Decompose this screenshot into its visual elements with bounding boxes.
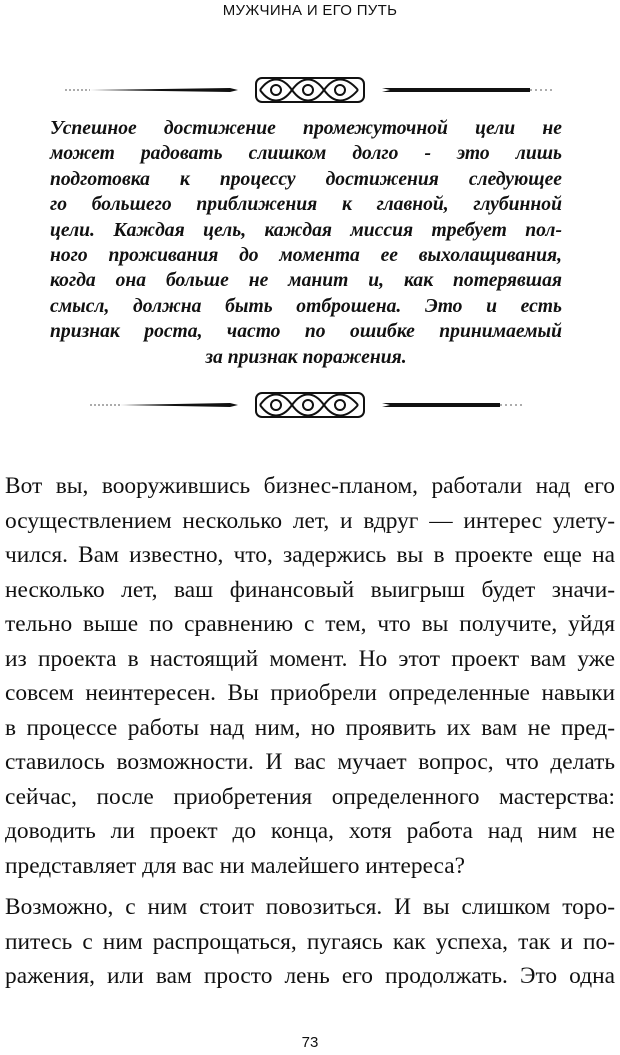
epigraph-line: цели. Каждая цель, каждая миссия требует пол- xyxy=(50,219,562,241)
epigraph-line: может радовать слишком долго - это лишь xyxy=(50,143,562,165)
paragraph-2 xyxy=(5,890,615,994)
epigraph-line: за признак поражения. xyxy=(205,346,407,368)
epigraph-line: Успешное достижение промежуточной цели не xyxy=(50,118,562,139)
text-line: питесь с ним распрощаться, пугаясь как успеха, так и по- xyxy=(5,928,615,955)
text-line: чился. Вам известно, что, задержись вы в проекте еще на xyxy=(5,542,615,568)
text-line: совсем неинтересен. Вы приобрели определенные навыки xyxy=(5,680,615,706)
text-line: осуществлением несколько лет, и вдруг — интерес улету- xyxy=(5,507,615,534)
text-line: из проекта в настоящий момент. Но этот проект вам уже xyxy=(5,645,615,672)
page-number: 73 xyxy=(301,1034,319,1051)
text-line: доводить ли проект до конца, хотя работа над ним не xyxy=(5,818,615,844)
celtic-knot-divider-icon xyxy=(60,72,560,108)
ornament-divider-bottom xyxy=(60,387,560,423)
text-line: сейчас, после приобретения определенного мастерства: xyxy=(5,783,615,810)
epigraph-line: го большего приближения к главной, глубинной xyxy=(50,194,562,216)
ornament-divider-top xyxy=(60,72,560,108)
epigraph xyxy=(50,116,562,370)
paragraph-1 xyxy=(5,469,615,883)
epigraph-line: признак роста, часто по ошибке принимаемый xyxy=(50,321,562,343)
text-line: ставилось возможности. И вас мучает вопрос, что делать xyxy=(5,749,615,775)
epigraph-line: подготовка к процессу достижения следующее xyxy=(50,168,562,190)
text-line: несколько лет, ваш финансовый выигрыш будет значи- xyxy=(5,576,615,603)
celtic-knot-divider-icon xyxy=(60,387,560,423)
running-head: МУЖЧИНА И ЕГО ПУТЬ xyxy=(222,2,398,19)
text-line: тельно выше по сравнению с тем, что вы получите, уйдя xyxy=(5,611,615,637)
epigraph-line: смысл, должна быть отброшена. Это и есть xyxy=(50,295,562,317)
epigraph-line: когда она больше не манит и, как потерявшая xyxy=(50,270,562,292)
epigraph-line: ного проживания до момента ее выхолащивания, xyxy=(50,245,562,267)
text-line: в процессе работы над ним, но проявить их вам не пред- xyxy=(5,714,615,741)
text-line: Возможно, с ним стоит повозиться. И вы слишком торо- xyxy=(5,894,615,920)
text-line: ражения, или вам просто лень его продолжать. Это одна xyxy=(5,963,615,989)
text-line: Вот вы, вооружившись бизнес-планом, работали над его xyxy=(5,473,615,499)
text-line: представляет для вас ни малейшего интереса? xyxy=(5,852,465,879)
